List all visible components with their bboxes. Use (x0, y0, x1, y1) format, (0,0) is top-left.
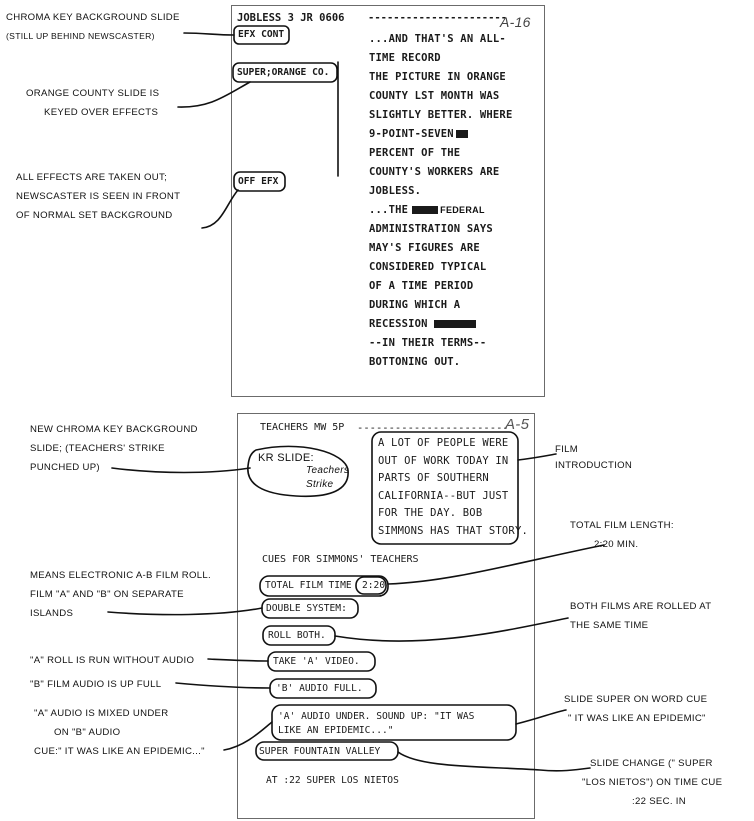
intro-line: OUT OF WORK TODAY IN (378, 454, 509, 467)
cue-super-fountain-valley: SUPER FOUNTAIN VALLEY (259, 746, 381, 757)
page1-dashes: ---------------------- (368, 12, 508, 24)
script-line: COUNTY'S WORKERS ARE (369, 166, 500, 178)
kr-slide-teachers: Teachers (306, 465, 350, 476)
cue-a-audio-under: 'A' AUDIO UNDER. SOUND UP: "IT WAS (278, 711, 475, 722)
script-line: SLIGHTLY BETTER. WHERE (369, 109, 513, 121)
intro-line: A LOT OF PEOPLE WERE (378, 437, 509, 449)
script-line: PERCENT OF THE (369, 147, 461, 159)
script-line: --IN THEIR TERMS-- (369, 337, 487, 349)
script-line: ...AND THAT'S AN ALL- (369, 33, 506, 45)
cue-off-efx: OFF EFX (238, 176, 279, 187)
circle-efx-cont (234, 26, 289, 44)
circle-film-time (356, 577, 386, 594)
page1-slug: JOBLESS 3 JR 0606 (237, 12, 345, 24)
total-film-time-label: TOTAL FILM TIME (265, 580, 352, 591)
leader-chroma-key (184, 33, 234, 35)
annotation-electronic-ab-roll: MEANS ELECTRONIC A-B FILM ROLL. FILM "A" AND "B" ON SEPARATE ISLANDS (30, 570, 211, 619)
cue-roll-both: ROLL BOTH. (268, 630, 326, 641)
leader-effects-out (202, 190, 238, 228)
leader-new-chroma (112, 468, 250, 473)
cue-efx-cont: EFX CONT (238, 29, 285, 40)
annotation-both-films: BOTH FILMS ARE ROLLED AT THE SAME TIME (570, 601, 712, 631)
annotation-effects-out: ALL EFFECTS ARE TAKEN OUT; NEWSCASTER IS SEEN IN FRONT OF NORMAL SET BACKGROUND (16, 172, 181, 221)
circle-a-audio-under (272, 705, 516, 740)
cue-super-los-nietos: AT :22 SUPER LOS NIETOS (266, 775, 399, 786)
circle-b-audio (270, 679, 376, 698)
circle-super-orange (233, 63, 337, 82)
page2-dashes: ------------------------ (357, 422, 509, 434)
leader-roll-both (335, 618, 568, 641)
kr-slide-strike: Strike (306, 479, 334, 490)
script-line: BOTTONING OUT. (369, 356, 461, 368)
script-line: RECESSION (369, 318, 428, 330)
script-line: CONSIDERED TYPICAL (369, 261, 487, 273)
handwritten-insert-federal: FEDERAL (440, 205, 485, 215)
script-line: MAY'S FIGURES ARE (369, 242, 480, 254)
leader-total-length (388, 545, 604, 584)
cue-super-orange-co: SUPER;ORANGE CO. (237, 67, 330, 78)
leader-orange-county (178, 82, 250, 107)
script-line: COUNTY LST MONTH WAS (369, 90, 500, 102)
total-film-time-value: 2:20 (362, 580, 386, 591)
annotation-a-audio-mixed: "A" AUDIO IS MIXED UNDER ON "B" AUDIO CUE:" IT WAS LIKE AN EPIDEMIC..." (34, 708, 205, 757)
leader-slide-super (516, 710, 566, 724)
script-line: TIME RECORD (369, 52, 441, 64)
cues-header: CUES FOR SIMMONS' TEACHERS (262, 554, 419, 565)
leader-film-intro (518, 454, 556, 460)
box-film-intro (372, 432, 518, 544)
circle-total-film (260, 576, 388, 596)
circle-roll-both (263, 626, 335, 645)
page2-slug: TEACHERS MW 5P (260, 422, 345, 433)
annotation-b-audio-full: "B" FILM AUDIO IS UP FULL (30, 679, 162, 690)
annotation-slide-super: SLIDE SUPER ON WORD CUE " IT WAS LIKE AN EPIDEMIC" (564, 694, 708, 724)
cue-take-a-video: TAKE 'A' VIDEO. (273, 656, 360, 667)
leader-b-audio (176, 683, 270, 688)
leader-double-system (108, 608, 262, 615)
script-line: 9-POINT-SEVEN (369, 128, 454, 140)
circle-fountain-valley (256, 742, 398, 760)
cue-b-audio-full: 'B' AUDIO FULL. (276, 683, 363, 694)
page2-page-mark: A-5 (505, 416, 530, 433)
annotation-orange-county: ORANGE COUNTY SLIDE IS KEYED OVER EFFECTS (26, 88, 160, 118)
cue-epidemic-line: LIKE AN EPIDEMIC..." (278, 725, 394, 736)
script-line: ...THE (369, 204, 409, 216)
annotation-slide-change: SLIDE CHANGE (" SUPER "LOS NIETOS") ON TIME CUE :22 SEC. IN (582, 758, 723, 807)
circle-kr-slide (248, 446, 348, 496)
intro-line: SIMMONS HAS THAT STORY. (378, 524, 528, 537)
script-line: ADMINISTRATION SAYS (369, 223, 493, 235)
intro-line: PARTS OF SOUTHERN (378, 472, 489, 484)
kr-slide-label: KR SLIDE: (258, 452, 314, 464)
page1-page-mark: A-16 (500, 14, 531, 30)
leader-slide-change (398, 752, 590, 771)
intro-line: FOR THE DAY. BOB (378, 507, 483, 519)
intro-line: CALIFORNIA--BUT JUST (378, 489, 509, 502)
cue-double-system: DOUBLE SYSTEM: (266, 603, 347, 614)
annotation-film-intro: FILM INTRODUCTION (555, 444, 633, 471)
leader-a-audio-mixed (224, 722, 272, 750)
leader-a-roll (208, 659, 268, 661)
script-line: JOBLESS. (369, 185, 422, 197)
annotation-a-roll-no-audio: "A" ROLL IS RUN WITHOUT AUDIO (30, 655, 195, 666)
script-line: OF A TIME PERIOD (369, 280, 474, 292)
script-line: THE PICTURE IN ORANGE (369, 71, 506, 83)
annotation-new-chroma-key: NEW CHROMA KEY BACKGROUND SLIDE; (TEACHERS' STRIKE PUNCHED UP) (30, 424, 198, 473)
annotation-chroma-key: CHROMA KEY BACKGROUND SLIDE (STILL UP BEHIND NEWSCASTER) (6, 12, 180, 41)
circle-take-a-video (268, 652, 375, 671)
circle-off-efx (234, 172, 285, 191)
script-line: DURING WHICH A (369, 299, 461, 311)
circle-double-system (262, 599, 358, 618)
annotation-total-film-length: TOTAL FILM LENGTH: 2:20 MIN. (570, 520, 674, 550)
